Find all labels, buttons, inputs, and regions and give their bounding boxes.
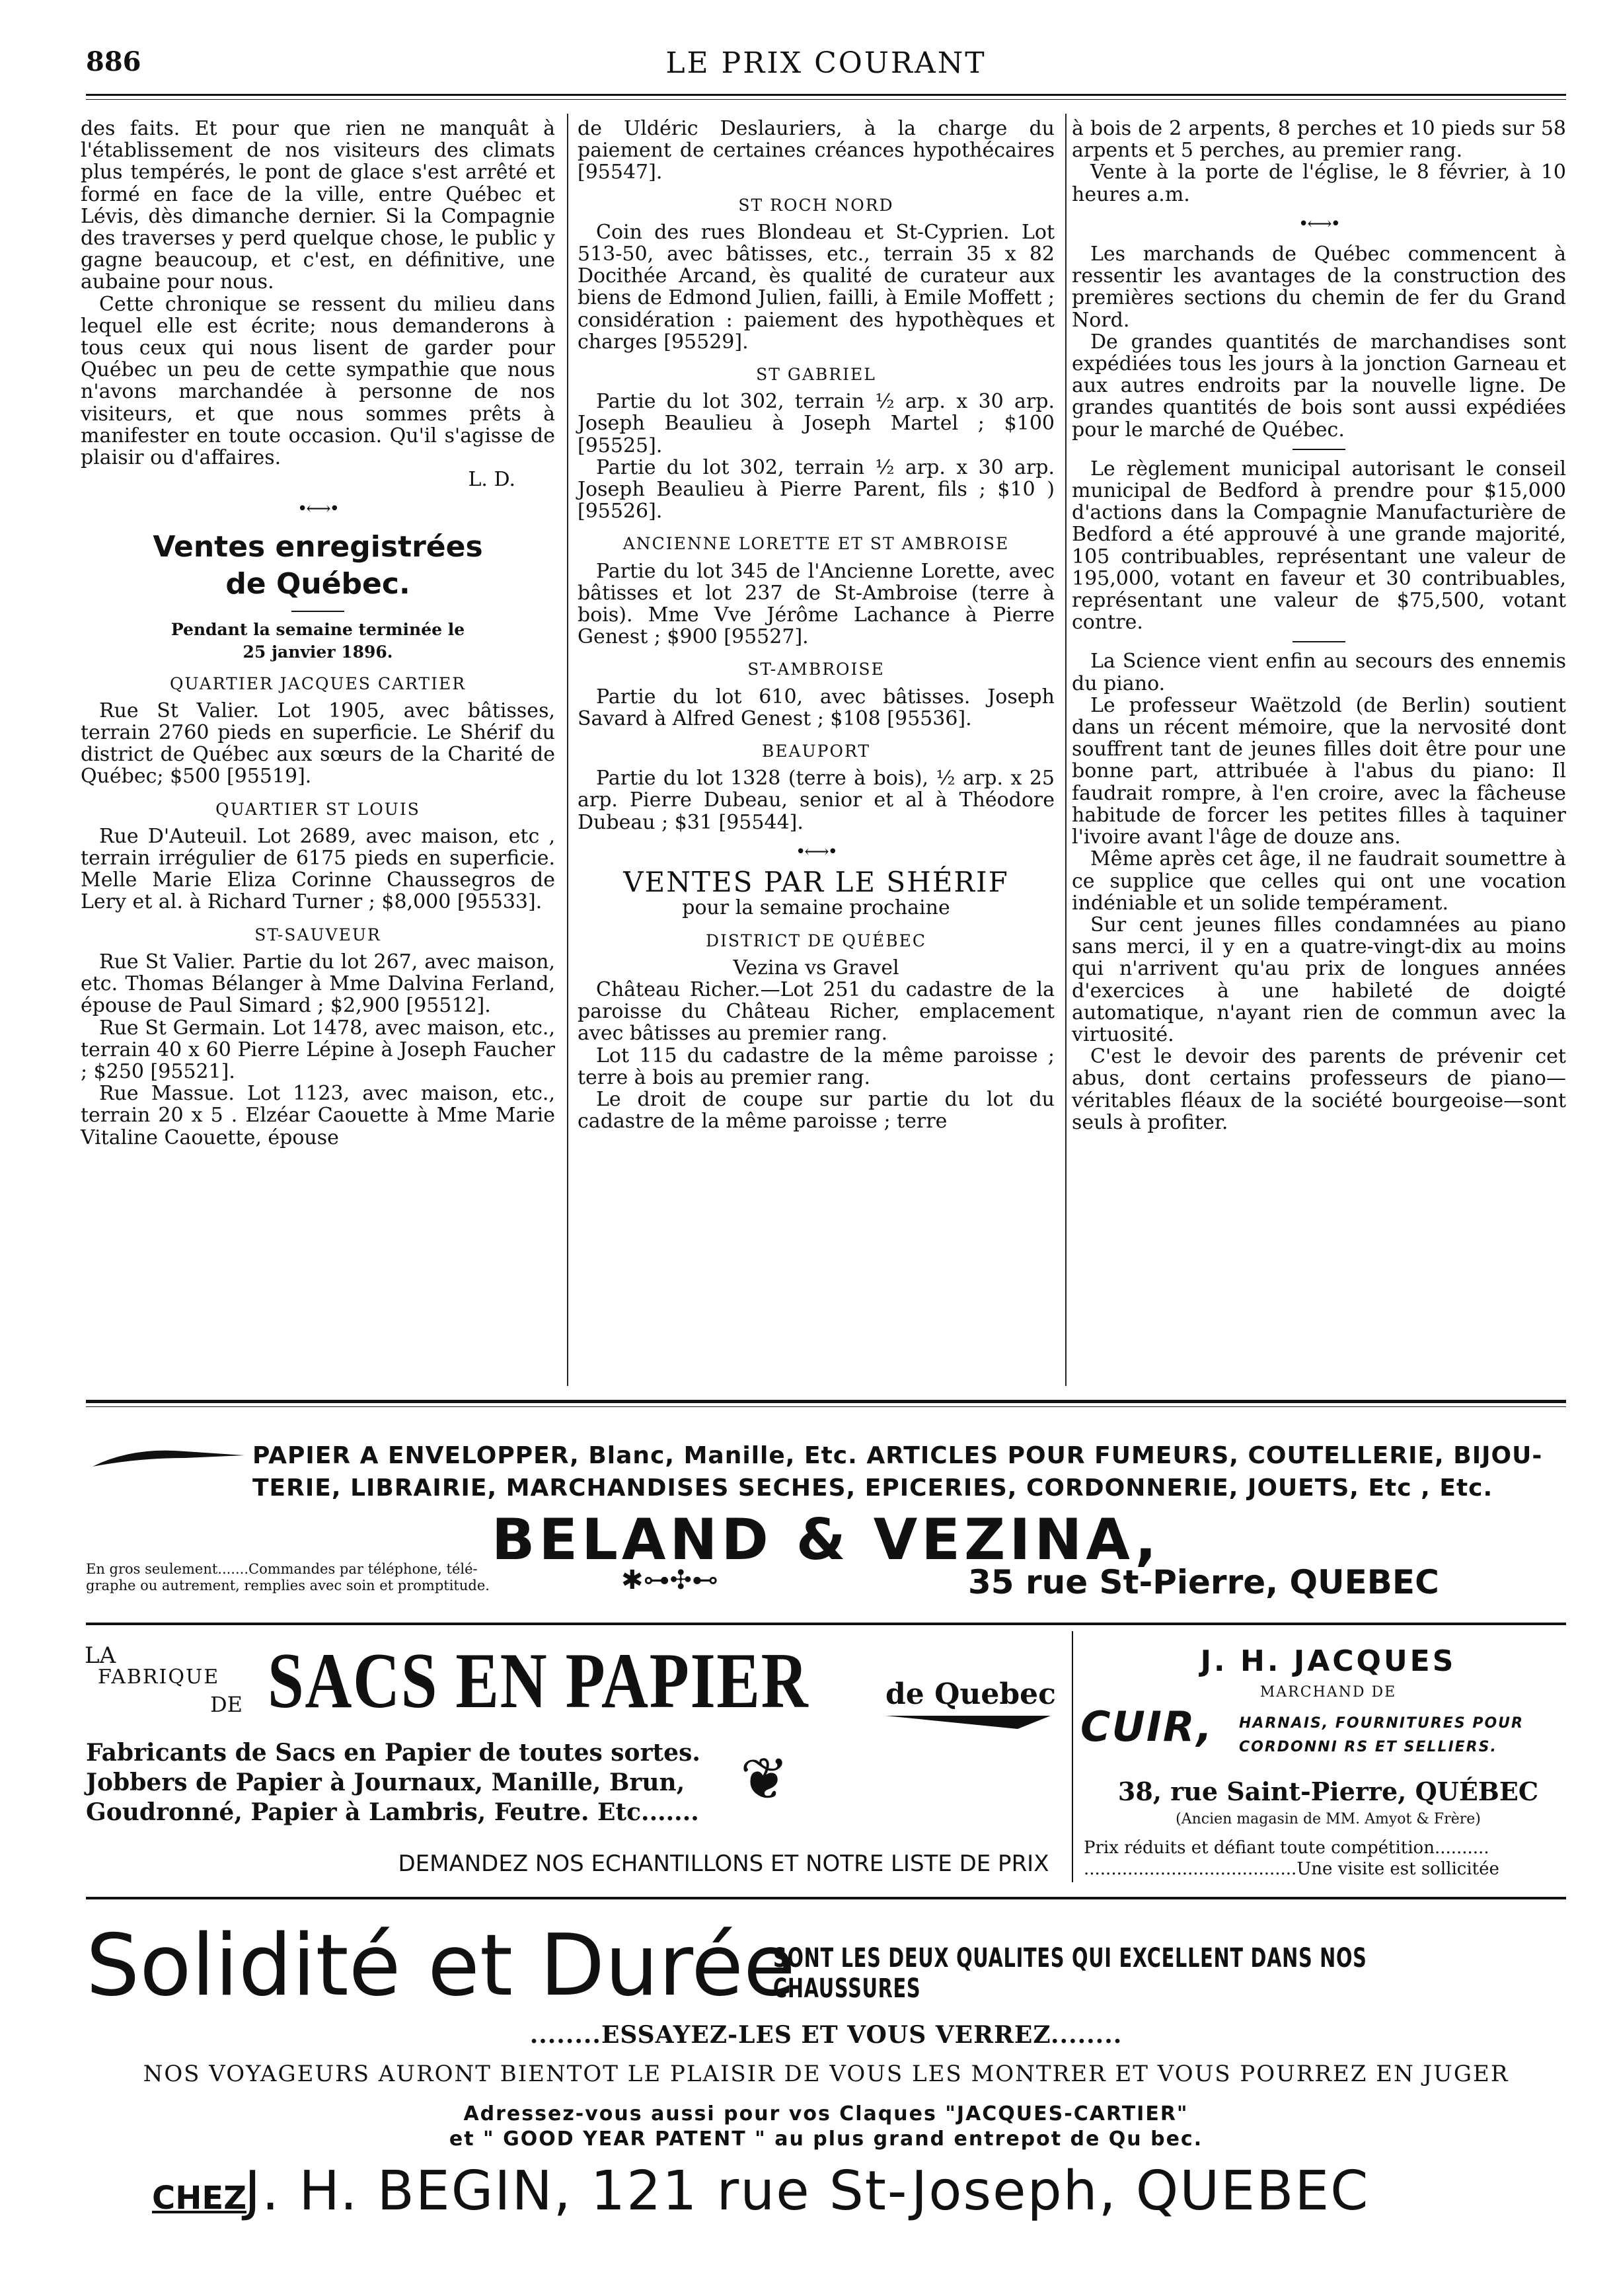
- paragraph: Cette chronique se ressent du milieu dans lequel elle est écrite; nous demanderons à tous ceux qui nous lisent de garder pour Québec un peu de cette sympathie que nous n'avons marchandée à personne de nos visiteurs, et que nous sommes prêts à manifester en toute occasion. Qu'il s'agisse de plaisir ou d'affaires.: [81, 292, 555, 470]
- column-3: [1072, 118, 1566, 1133]
- fleuron-icon: ❦: [740, 1745, 789, 1813]
- column-separator: [1065, 114, 1067, 1386]
- ad-beland-address: 35 rue St-Pierre, QUEBEC: [968, 1563, 1439, 1601]
- ad-begin-slogan: Solidité et Durée: [86, 1917, 796, 2015]
- district-heading: QUARTIER JACQUES CARTIER: [169, 673, 467, 693]
- district-heading: QUARTIER ST LOUIS: [215, 799, 420, 819]
- paragraph: Le règlement municipal autorisant le conseil municipal de Bedford à prendre pour $15,000 d'actions dans la Compagnie Manufacturière de Bedford a été approuvé à une grande majorité, 105 contribuables, représentant une valeur de 195,000, votant en faveur et 30 contribuables, représentant une valeur de $75,500, votant contre.: [1072, 457, 1566, 634]
- ad-jacques-former-shop: (Ancien magasin de MM. Amyot & Frère): [1176, 1811, 1481, 1827]
- ornament-divider: •⟷•: [1298, 213, 1339, 234]
- column-2: [578, 118, 1055, 1132]
- ads-rule: [86, 1400, 1566, 1403]
- ad-line: .......................................Une visite est sollicitée: [1084, 1859, 1499, 1879]
- sheriff-sales-title: VENTES PAR LE SHÉRIF: [623, 866, 1009, 899]
- sheriff-subtitle: pour la semaine prochaine: [682, 896, 950, 920]
- paragraph: La Science vient enfin au secours des ennemis du piano.: [1072, 650, 1566, 695]
- sale-entry: Château Richer.—Lot 251 du cadastre de la paroisse du Château Richer, emplacement avec bâtisses au premier rang.: [578, 977, 1055, 1046]
- sale-entry: Rue St Valier. Lot 1905, avec bâtisses, terrain 2760 pieds en superficie. Le Shérif du district de Québec aux sœurs de la Charité de Québec; $500 [95519].: [81, 699, 555, 788]
- ad-sacs-demandez: DEMANDEZ NOS ECHANTILLONS ET NOTRE LISTE DE PRIX: [398, 1851, 1049, 1877]
- district-heading: ST ROCH NORD: [738, 195, 894, 215]
- case-title: Vezina vs Gravel: [733, 956, 899, 979]
- paragraph: de Uldéric Deslauriers, à la charge du paiement de certaines créances hypothécaires [95547].: [578, 117, 1055, 184]
- paragraph: Sur cent jeunes filles condamnées au piano sans merci, il y en a quatre-vingt-dix au moins qui n'arrivent qu'au prix de longues années d'exercices à une habileté de doigté automatique, n'ayant rien de commun avec la virtuosité.: [1072, 913, 1566, 1046]
- week-line: Pendant la semaine terminée le: [170, 619, 465, 639]
- sale-entry: Rue Massue. Lot 1123, avec maison, etc., terrain 20 x 5 . Elzéar Caouette à Mme Marie Vitaline Caouette, épouse: [81, 1082, 555, 1149]
- page-number: 886: [86, 46, 141, 77]
- ad-jacques-description: [1239, 1712, 1524, 1759]
- ad-sacs-title: SACS EN PAPIER: [268, 1636, 809, 1724]
- ad-sacs-description: [86, 1738, 700, 1827]
- sale-entry: Coin des rues Blondeau et St-Cyprien. Lot 513-50, avec bâtisses, etc., terrain 35 x 82 Docithée Arcand, ès qualité de curateur aux biens de Edmond Julien, failli, à Emile Moffett ; considération : paiement des hypothèques et charges [95529].: [578, 220, 1055, 354]
- sale-entry: Rue D'Auteuil. Lot 2689, avec maison, etc , terrain irrégulier de 6175 pieds en superficie. Melle Marie Eliza Corinne Chaussegros de Lery et al. à Richard Turner ; $8,000 [95533].: [81, 824, 555, 914]
- paragraph: Le professeur Waëtzold (de Berlin) soutient dans un récent mémoire, que la nervosité dont souffrent tant de jeunes filles doit être pour une bonne part, attribuée à l'abus du piano: Il faudrait rompre, à l'en croire, avec la fâcheuse habitude de forcer les petites filles à taquiner l'ivoire avant l'âge de douze ans.: [1072, 693, 1566, 849]
- sale-entry: Lot 115 du cadastre de la même paroisse ; terre à bois au premier rang.: [578, 1044, 1055, 1089]
- section-title-line: de Québec.: [225, 566, 410, 601]
- ad-line: TERIE, LIBRAIRIE, MARCHANDISES SECHES, EPICERIES, CORDONNERIE, JOUETS, Etc , Etc.: [252, 1474, 1493, 1502]
- quill-ornament-icon: [93, 1443, 244, 1476]
- signature: L. D.: [468, 468, 515, 492]
- ornament-divider: •⟷•: [297, 499, 338, 519]
- ad-begin-voyageurs: NOS VOYAGEURS AURONT BIENTOT LE PLAISIR DE VOUS LES MONTRER ET VOUS POURREZ EN JUGER: [143, 2061, 1509, 2087]
- sale-entry: Partie du lot 302, terrain ½ arp. x 30 arp. Joseph Beaulieu à Joseph Martel ; $100 [95525].: [578, 390, 1055, 457]
- paragraph: Vente à la porte de l'église, le 8 février, à 10 heures a.m.: [1072, 161, 1566, 206]
- short-rule: [291, 611, 344, 612]
- ad-line: graphe ou autrement, remplies avec soin et promptitude.: [86, 1578, 490, 1593]
- section-title: [81, 529, 555, 603]
- swash-icon: [885, 1713, 1051, 1732]
- sale-entry: Partie du lot 1328 (terre à bois), ½ arp. x 25 arp. Pierre Dubeau, senior et al à Théodore Dubeau ; $31 [95544].: [578, 767, 1055, 834]
- paragraph: De grandes quantités de marchandises sont expédiées tous les jours à la jonction Garneau et aux autres endroits par la nouvelle ligne. De grandes quantités de bois sont aussi expédiées pour le marché de Québec.: [1072, 330, 1566, 441]
- ad-sacs-fabrique: FABRIQUE: [98, 1665, 220, 1689]
- ad-jacques-prices: [1084, 1837, 1566, 1880]
- ad-begin-chez: CHEZ: [152, 2180, 246, 2217]
- ad-sacs-de-quebec: de Quebec: [885, 1677, 1056, 1711]
- ad-jacques-cuir: CUIR,: [1080, 1703, 1214, 1751]
- header-rule: [86, 94, 1566, 96]
- sale-entry: Partie du lot 302, terrain ½ arp. x 30 arp. Joseph Beaulieu à Pierre Parent, fils ; $10 ) [95526].: [578, 455, 1055, 523]
- district-heading: BEAUPORT: [761, 742, 871, 761]
- ad-jacques-marchand: MARCHAND DE: [1259, 1684, 1397, 1701]
- ad-beland-products: [252, 1439, 1567, 1504]
- short-rule: [1293, 641, 1345, 642]
- ad-sacs-la: LA: [85, 1642, 116, 1669]
- ad-line: et " GOOD YEAR PATENT " au plus grand entrepot de Qu bec.: [449, 2127, 1203, 2151]
- sale-entry: Partie du lot 610, avec bâtisses. Joseph Savard à Alfred Genest ; $108 [95536].: [578, 685, 1055, 730]
- ad-line: Adressez-vous aussi pour vos Claques "JACQUES-CARTIER": [463, 2102, 1189, 2125]
- ad-line: En gros seulement.......Commandes par téléphone, télé-: [86, 1561, 478, 1577]
- ad-rule: [86, 1897, 1566, 1899]
- ad-line: Fabricants de Sacs en Papier de toutes sortes.: [86, 1739, 700, 1767]
- fleuron-icon: ✱⊶✣⊷: [621, 1565, 719, 1595]
- district-heading: DISTRICT DE QUÉBEC: [706, 931, 926, 950]
- district-heading: ANCIENNE LORETTE ET ST AMBROISE: [622, 534, 1010, 554]
- district-heading: ST GABRIEL: [756, 365, 876, 385]
- ad-line: HARNAIS, FOURNITURES POUR: [1239, 1715, 1524, 1732]
- district-heading: ST-AMBROISE: [747, 660, 885, 679]
- page-header: [86, 41, 1566, 87]
- paragraph: des faits. Et pour que rien ne manquât à l'établissement de nos visiteurs des climats plus tempérés, le pont de glace s'est arrêté et formé en face de la ville, entre Québec et Lévis, dès dimanche dernier. Si la Compagnie des traverses y perd quelque chose, le public y gagne beaucoup, et c'est, en définitive, une aubaine pour nous.: [81, 117, 555, 294]
- ad-begin-qualities: SONT LES DEUX QUALITES QUI EXCELLENT DANS NOS CHAUSSURES: [773, 1943, 1367, 2004]
- running-title: LE PRIX COURANT: [665, 46, 987, 80]
- ad-begin-claques: [86, 2102, 1566, 2152]
- ad-begin-address: J. H. BEGIN, 121 rue St-Joseph, QUEBEC: [244, 2160, 1370, 2223]
- ad-beland-terms: [86, 1561, 621, 1594]
- ad-jacques-address: 38, rue Saint-Pierre, QUÉBEC: [1117, 1777, 1539, 1806]
- ad-jacques-name: J. H. JACQUES: [1200, 1644, 1456, 1678]
- ad-rule: [86, 1623, 1566, 1625]
- header-rule-thin: [86, 99, 1566, 100]
- sale-entry: Le droit de coupe sur partie du lot du cadastre de la même paroisse ; terre: [578, 1087, 1055, 1133]
- paragraph: C'est le devoir des parents de prévenir cet abus, dont certains professeurs de piano—véritables fléaux de la société bourgeoise—sont seuls à profiter.: [1072, 1045, 1566, 1134]
- ad-line: CORDONNI RS ET SELLIERS.: [1239, 1739, 1497, 1755]
- district-heading: ST-SAUVEUR: [254, 925, 381, 944]
- sale-entry: Partie du lot 345 de l'Ancienne Lorette, avec bâtisses et lot 237 de St-Ambroise (terre à bois). Mme Vve Jérôme Lachance à Pierre Genest ; $900 [95527].: [578, 559, 1055, 649]
- ad-begin-essayez: ........ESSAYEZ-LES ET VOUS VERREZ........: [529, 2021, 1123, 2049]
- paragraph: Les marchands de Québec commencent à ressentir les avantages de la construction des premières sections du chemin de fer du Grand Nord.: [1072, 243, 1566, 332]
- ad-line: Jobbers de Papier à Journaux, Manille, Brun,: [86, 1769, 685, 1796]
- ad-sacs-de: DE: [210, 1692, 243, 1717]
- column-separator: [567, 114, 568, 1386]
- paragraph: à bois de 2 arpents, 8 perches et 10 pieds sur 58 arpents et 5 perches, au premier rang.: [1072, 117, 1566, 163]
- sale-entry: Rue St Germain. Lot 1478, avec maison, etc., terrain 40 x 60 Pierre Lépine à Joseph Faucher ; $250 [95521].: [81, 1016, 555, 1083]
- column-1: [81, 118, 555, 1149]
- ad-beland-firm-name: BELAND & VEZINA,: [491, 1507, 1161, 1573]
- ornament-divider: •⟷•: [796, 841, 837, 862]
- ad-line: Prix réduits et défiant toute compétition..........: [1084, 1838, 1489, 1858]
- ad-separator: [1072, 1631, 1073, 1882]
- ads-rule-thin: [86, 1406, 1566, 1407]
- ad-line: PAPIER A ENVELOPPER, Blanc, Manille, Etc. ARTICLES POUR FUMEURS, COUTELLERIE, BIJOU-: [252, 1442, 1543, 1469]
- short-rule: [1293, 449, 1345, 450]
- paragraph: Même après cet âge, il ne faudrait soumettre à ce supplice que celles qui ont une vocation indéniable et un solide tempérament.: [1072, 847, 1566, 915]
- sale-entry: Rue St Valier. Partie du lot 267, avec maison, etc. Thomas Bélanger à Mme Dalvina Ferland, épouse de Paul Simard ; $2,900 [95512].: [81, 950, 555, 1018]
- ad-line: Goudronné, Papier à Lambris, Feutre. Etc.......: [86, 1798, 699, 1826]
- week-date: 25 janvier 1896.: [243, 642, 393, 662]
- section-title-line: Ventes enregistrées: [153, 529, 483, 564]
